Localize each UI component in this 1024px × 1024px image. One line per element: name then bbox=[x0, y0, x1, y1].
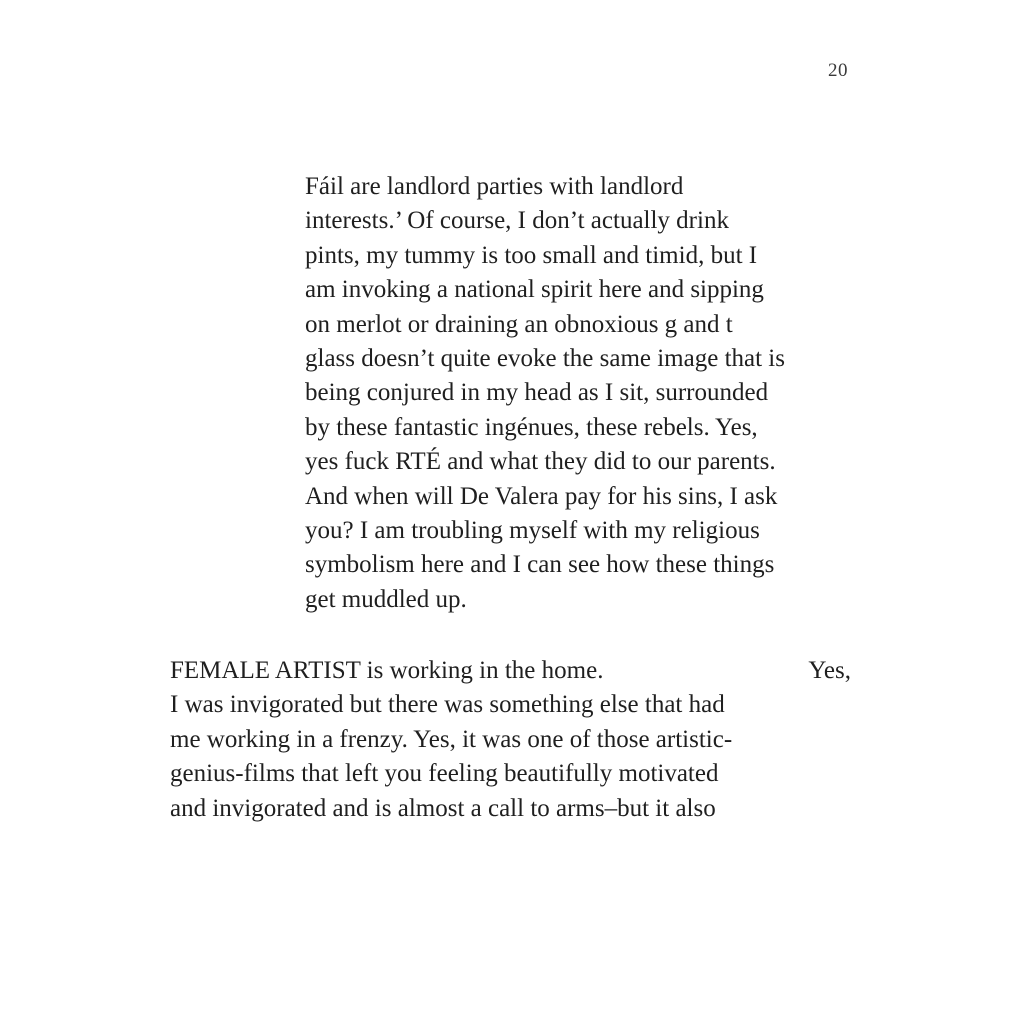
text-line: interests.’ Of course, I don’t actually drink bbox=[305, 207, 729, 235]
stage-direction-text: FEMALE ARTIST is working in the home. bbox=[170, 657, 604, 684]
text-line: me working in a frenzy. Yes, it was one of those artistic- bbox=[170, 725, 733, 753]
text-line: And when will De Valera pay for his sins, I ask bbox=[305, 482, 778, 510]
indented-monologue-block bbox=[305, 170, 853, 617]
text-line: being conjured in my head as I sit, surrounded bbox=[305, 379, 769, 407]
stage-direction-line bbox=[170, 654, 851, 688]
body-paragraph-block bbox=[170, 654, 851, 826]
text-line: am invoking a national spirit here and sipping bbox=[305, 276, 764, 304]
page-number: 20 bbox=[828, 60, 848, 81]
text-line: I was invigorated but there was something else that had bbox=[170, 691, 725, 719]
text-line: on merlot or draining an obnoxious g and t bbox=[305, 310, 733, 338]
text-line: Fáil are landlord parties with landlord bbox=[305, 173, 684, 200]
dialogue-start-text: Yes, bbox=[808, 657, 851, 684]
paragraph-lines bbox=[170, 688, 851, 826]
text-line: by these fantastic ingénues, these rebels. Yes, bbox=[305, 413, 758, 441]
text-line: glass doesn’t quite evoke the same image that is bbox=[305, 345, 785, 373]
text-line: genius-films that left you feeling beautifully motivated bbox=[170, 760, 719, 788]
text-line: and invigorated and is almost a call to arms–but it also bbox=[170, 794, 716, 822]
text-line: symbolism here and I can see how these things bbox=[305, 551, 775, 579]
text-line: you? I am troubling myself with my religious bbox=[305, 517, 760, 545]
text-line: pints, my tummy is too small and timid, but I bbox=[305, 241, 758, 269]
text-line: yes fuck RTÉ and what they did to our parents. bbox=[305, 448, 776, 476]
text-line: get muddled up. bbox=[305, 585, 467, 613]
